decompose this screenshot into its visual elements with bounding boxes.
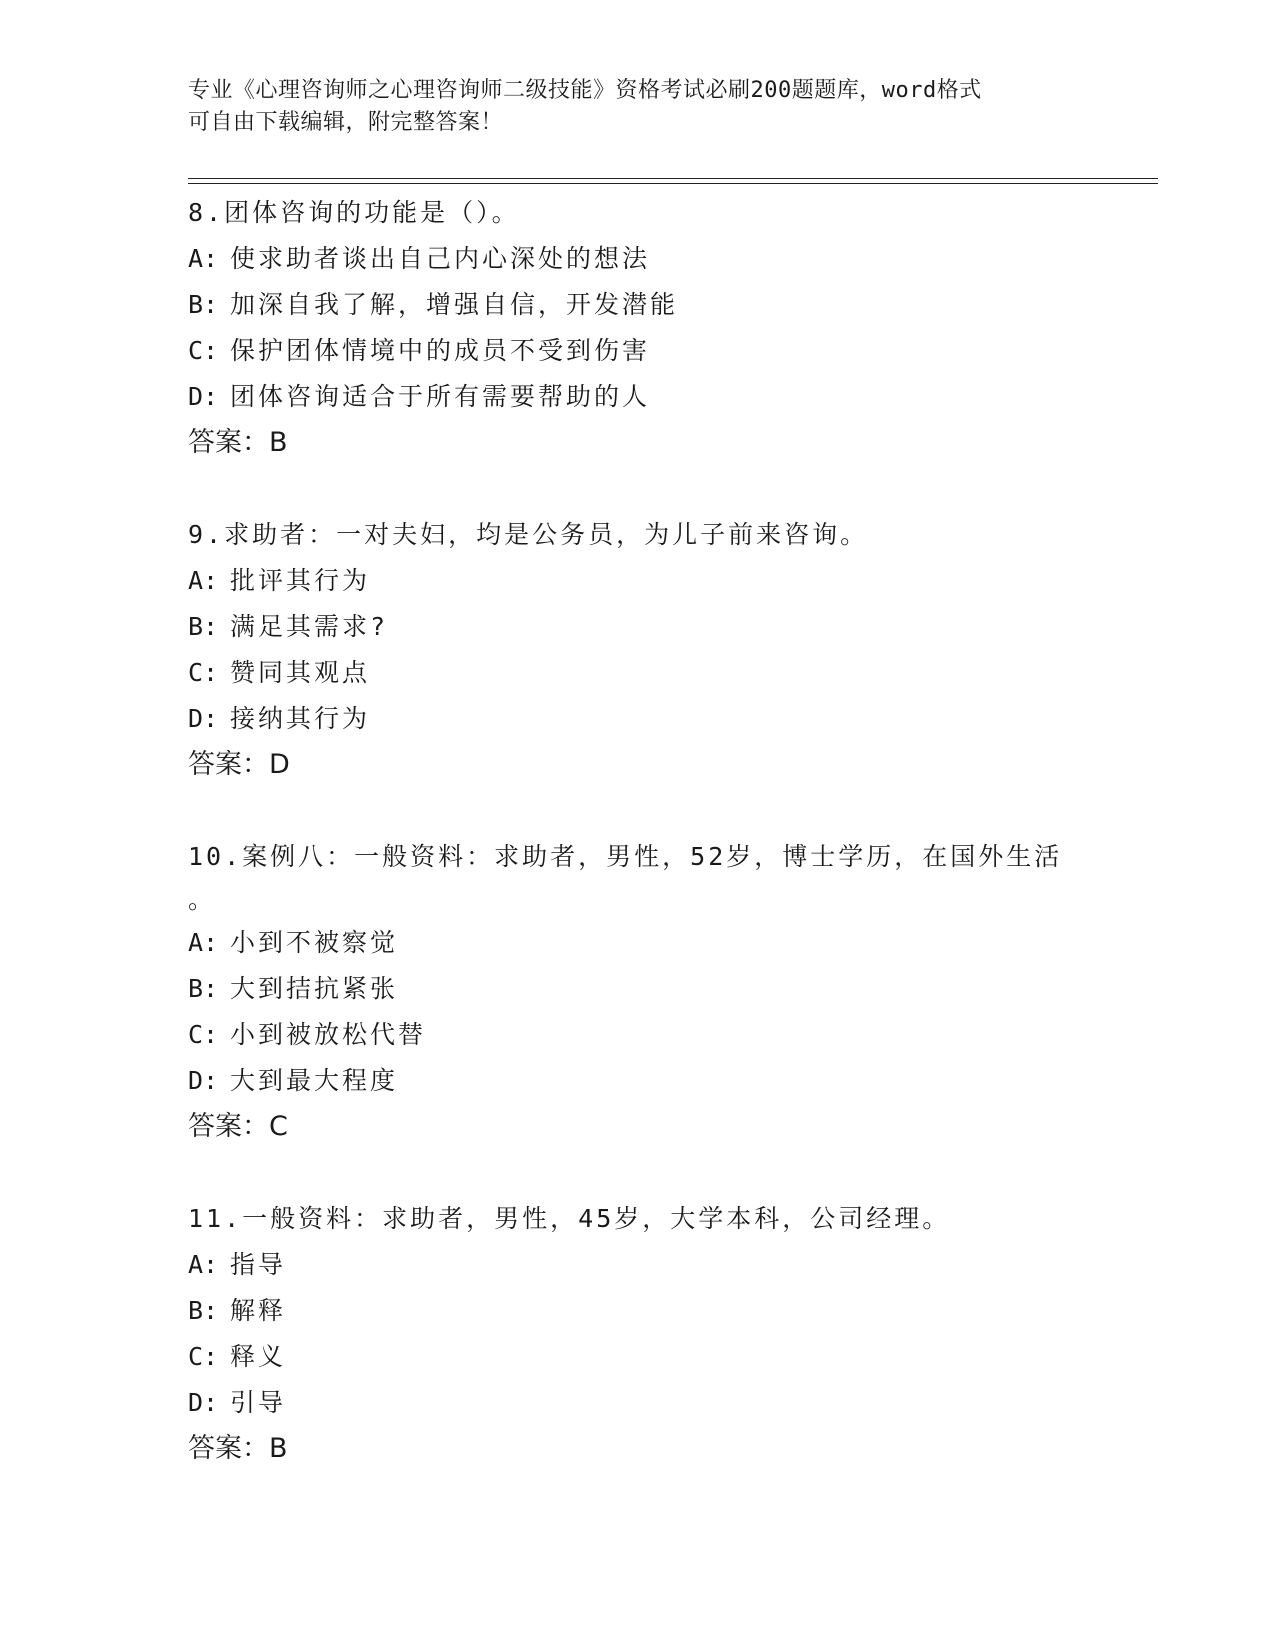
answer-option bbox=[188, 374, 1148, 420]
option-text: 解释 bbox=[230, 1296, 287, 1325]
option-key: B: bbox=[188, 612, 219, 641]
answer-key: 答案：D bbox=[188, 749, 290, 780]
option-text: 释义 bbox=[230, 1342, 287, 1371]
answer-option bbox=[188, 236, 1148, 282]
question-block bbox=[188, 1196, 1148, 1472]
option-key: B: bbox=[188, 974, 219, 1003]
option-key: C: bbox=[188, 1342, 219, 1371]
header-line-1: 专业《心理咨询师之心理咨询师二级技能》资格考试必刷200题题库，word格式 bbox=[188, 78, 982, 103]
option-key: D: bbox=[188, 382, 219, 411]
option-key: D: bbox=[188, 1388, 219, 1417]
answer-key: 答案：C bbox=[188, 1111, 288, 1142]
question-block bbox=[188, 190, 1148, 466]
option-text: 满足其需求? bbox=[230, 612, 389, 641]
option-text: 大到最大程度 bbox=[230, 1066, 399, 1095]
option-key: A: bbox=[188, 566, 219, 595]
option-key: D: bbox=[188, 704, 219, 733]
answer-option bbox=[188, 558, 1148, 604]
option-text: 小到不被察觉 bbox=[230, 928, 399, 957]
option-text: 保护团体情境中的成员不受到伤害 bbox=[230, 336, 651, 365]
option-key: B: bbox=[188, 1296, 219, 1325]
answer-option bbox=[188, 1334, 1148, 1380]
answer-key: 答案：B bbox=[188, 427, 288, 458]
question-stem: 9.求助者：一对夫妇，均是公务员，为儿子前来咨询。 bbox=[188, 520, 869, 549]
answer-option bbox=[188, 696, 1148, 742]
option-text: 团体咨询适合于所有需要帮助的人 bbox=[230, 382, 651, 411]
header-divider-top bbox=[188, 178, 1158, 179]
question-list bbox=[188, 190, 1148, 1518]
option-text: 大到拮抗紧张 bbox=[230, 974, 399, 1003]
header-divider-bottom bbox=[188, 183, 1158, 184]
option-key: B: bbox=[188, 290, 219, 319]
question-stem-continuation: 。 bbox=[188, 885, 214, 914]
answer-option bbox=[188, 1288, 1148, 1334]
answer-key: 答案：B bbox=[188, 1433, 288, 1464]
option-text: 批评其行为 bbox=[230, 566, 371, 595]
option-key: C: bbox=[188, 1020, 219, 1049]
answer-option bbox=[188, 328, 1148, 374]
answer-option bbox=[188, 604, 1148, 650]
option-key: C: bbox=[188, 336, 219, 365]
option-key: A: bbox=[188, 244, 219, 273]
option-text: 引导 bbox=[230, 1388, 287, 1417]
option-key: C: bbox=[188, 658, 219, 687]
answer-option bbox=[188, 920, 1148, 966]
answer-option bbox=[188, 966, 1148, 1012]
answer-option bbox=[188, 1058, 1148, 1104]
option-key: A: bbox=[188, 928, 219, 957]
option-text: 接纳其行为 bbox=[230, 704, 371, 733]
answer-option bbox=[188, 1380, 1148, 1426]
question-stem: 8.团体咨询的功能是（）。 bbox=[188, 198, 520, 227]
option-key: D: bbox=[188, 1066, 219, 1095]
option-text: 小到被放松代替 bbox=[230, 1020, 427, 1049]
option-text: 加深自我了解，增强自信，开发潜能 bbox=[230, 290, 679, 319]
option-key: A: bbox=[188, 1250, 219, 1279]
answer-option bbox=[188, 282, 1148, 328]
question-block bbox=[188, 834, 1148, 1150]
answer-option bbox=[188, 1012, 1148, 1058]
header-line-2: 可自由下载编辑，附完整答案！ bbox=[188, 110, 504, 135]
question-block bbox=[188, 512, 1148, 788]
question-stem: 10.案例八：一般资料：求助者，男性，52岁，博士学历，在国外生活 bbox=[188, 842, 1063, 871]
answer-option bbox=[188, 1242, 1148, 1288]
option-text: 赞同其观点 bbox=[230, 658, 371, 687]
question-stem: 11.一般资料：求助者，男性，45岁，大学本科，公司经理。 bbox=[188, 1204, 951, 1233]
option-text: 使求助者谈出自己内心深处的想法 bbox=[230, 244, 651, 273]
document-header bbox=[188, 75, 1088, 139]
answer-option bbox=[188, 650, 1148, 696]
option-text: 指导 bbox=[230, 1250, 287, 1279]
